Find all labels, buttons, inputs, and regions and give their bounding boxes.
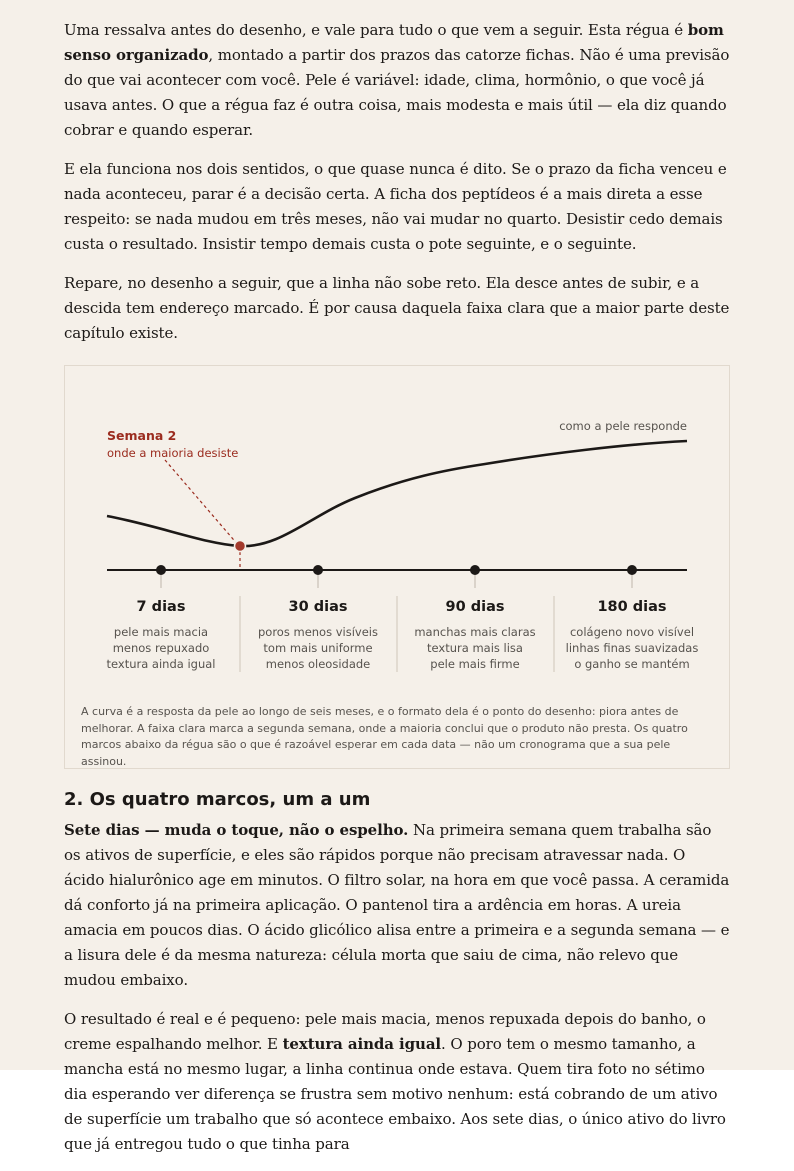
milestone-label: 7 dias bbox=[136, 599, 186, 615]
intro-paragraph-3: Repare, no desenho a seguir, que a linha não sobe reto. Ela desce antes de subir, e a descida tem endereço marcado. É por causa daquela faixa clara que a maior parte deste capítulo existe. bbox=[64, 274, 730, 342]
figure-caption: A curva é a resposta da pele ao longo de seis meses, e o formato dela é o ponto do desenho: piora antes de melhorar. A faixa clara marca a segunda semana, onde a maioria conclui que o produto não presta. Os quatro marcos abaixo da régua são o que é razoável esperar em cada data — não um cronograma que a sua pele assinou. bbox=[81, 705, 688, 768]
milestone-note: tom mais uniforme bbox=[263, 641, 373, 655]
section-paragraph-2 bbox=[64, 1007, 730, 1157]
milestone-note: poros menos visíveis bbox=[258, 625, 378, 639]
milestone-label: 30 dias bbox=[288, 599, 348, 615]
milestone-label: 180 dias bbox=[597, 599, 667, 615]
annotation-subtitle: onde a maioria desiste bbox=[107, 446, 239, 460]
milestone-dot bbox=[470, 565, 480, 575]
curve-label: como a pele responde bbox=[559, 419, 687, 433]
intro-emphasis: bom senso organizado bbox=[64, 21, 724, 64]
milestone-note: linhas finas suavizadas bbox=[565, 641, 699, 655]
paragraph-emphasis: textura ainda igual bbox=[282, 1035, 442, 1053]
milestone-note: textura ainda igual bbox=[106, 657, 216, 671]
milestone-note: pele mais macia bbox=[113, 625, 209, 639]
paragraph-text: Na primeira semana quem trabalha são os ativos de superfície, e eles são rápidos porque não precisam atravessar nada. O ácido hialurônico age em minutos. O filtro solar, na hora em que você passa. A ceramida dá conforto já na primeira aplicação. O pantenol tira a ardência em horas. A ureia amacia em poucos dias. O ácido glicólico alisa entre a primeira e a segunda semana — e a lisura dele é da mesma natureza: célula morta que saiu de cima, não relevo que mudou embaixo. bbox=[64, 821, 730, 989]
milestone-30-days bbox=[258, 565, 378, 671]
intro-text: , montado a partir dos prazos das catorze fichas. Não é uma previsão do que vai acontecer com você. Pele é variável: idade, clima, hormônio, o que você já usava antes. O que a régua faz é outra coisa, mais modesta e mais útil — ela diz quando cobrar e quando esperar. bbox=[64, 46, 730, 139]
section-paragraph-1 bbox=[64, 818, 730, 993]
milestone-note: o ganho se mantém bbox=[574, 657, 690, 671]
milestone-180-days bbox=[566, 565, 699, 671]
milestone-note: colágeno novo visível bbox=[569, 625, 695, 639]
intro-paragraph-1 bbox=[64, 18, 730, 143]
paragraph-lead: Sete dias — muda o toque, não o espelho. bbox=[64, 821, 409, 839]
milestone-dot bbox=[627, 565, 637, 575]
milestone-note: menos repuxado bbox=[112, 641, 210, 655]
section-heading: 2. Os quatro marcos, um a um bbox=[64, 789, 371, 810]
intro-paragraph-2: E ela funciona nos dois sentidos, o que quase nunca é dito. Se o prazo da ficha venceu e nada aconteceu, parar é a decisão certa. A ficha dos peptídeos é a mais direta a esse respeito: se nada mudou em três meses, não vai mudar no quarto. Desistir cedo demais custa o resultado. Insistir tempo demais custa o pote seguinte, e o seguinte. bbox=[64, 160, 727, 253]
week-two-marker bbox=[235, 541, 246, 552]
milestone-note: menos oleosidade bbox=[265, 657, 371, 671]
milestone-dot bbox=[156, 565, 166, 575]
paragraph-text: . O poro tem o mesmo tamanho, a mancha está no mesmo lugar, a linha continua onde estava. Quem tira foto no sétimo dia esperando ver diferença se frustra sem motivo nenhum: está cobrando de um ativo de superfície um trabalho que só acontece embaixo. Aos sete dias, o único ativo do livro que já entregou tudo o que tinha para bbox=[64, 1035, 726, 1153]
milestone-7-days bbox=[107, 565, 216, 671]
milestone-label: 90 dias bbox=[445, 599, 505, 615]
skin-response-figure bbox=[64, 365, 730, 769]
milestone-note: textura mais lisa bbox=[427, 641, 523, 655]
milestone-dot bbox=[313, 565, 323, 575]
milestone-note: pele mais firme bbox=[430, 657, 520, 671]
milestone-note: manchas mais claras bbox=[414, 625, 536, 639]
chapter-content bbox=[64, 18, 730, 1171]
annotation-title: Semana 2 bbox=[107, 428, 177, 443]
paragraph-text: O resultado é real e é pequeno: pele mais macia, menos repuxada depois do banho, o creme espalhando melhor. E bbox=[64, 1010, 706, 1053]
milestone-90-days bbox=[414, 565, 535, 671]
intro-text: Uma ressalva antes do desenho, e vale para tudo o que vem a seguir. Esta régua é bbox=[64, 21, 688, 39]
